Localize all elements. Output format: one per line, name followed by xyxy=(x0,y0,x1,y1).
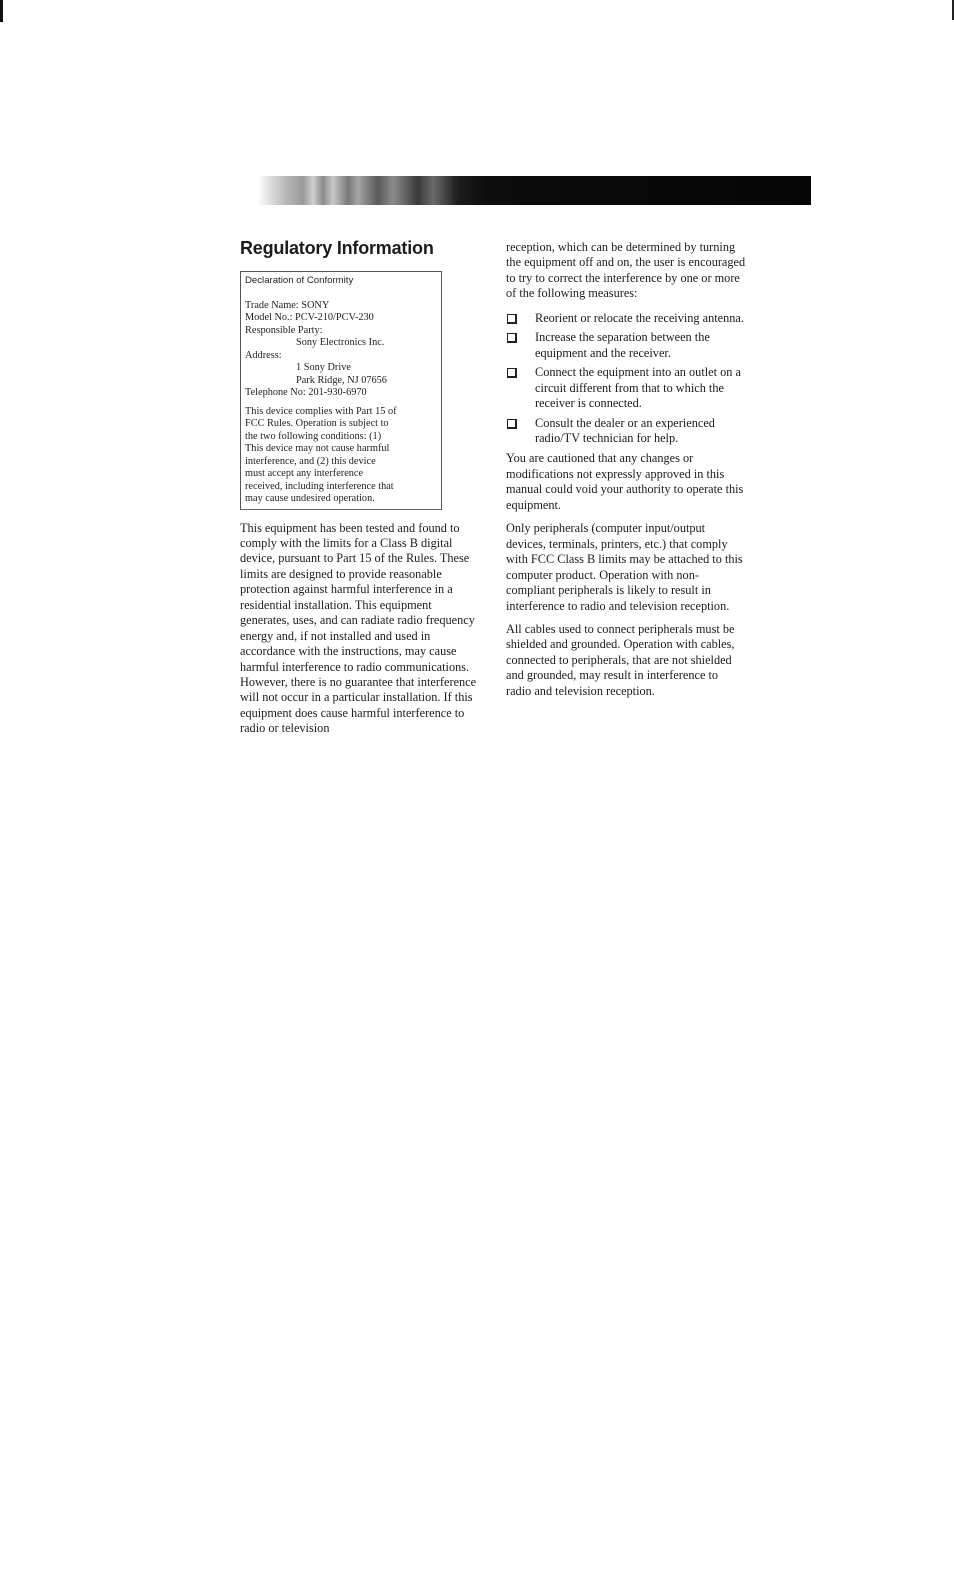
peripherals-paragraph: Only peripherals (computer input/output devices, terminals, printers, etc.) that comply with FCC Class B limits may be attached to this computer product. Operation with non-compliant peripherals is likely to result in interference to radio and television reception. xyxy=(506,521,743,613)
measure-text: Connect the equipment into an outlet on a circuit different from that to which the receiver is connected. xyxy=(535,365,741,411)
list-item xyxy=(506,330,746,361)
declaration-heading: Declaration of Conformity xyxy=(245,275,354,286)
fcc-testing-paragraph: This equipment has been tested and found to comply with the limits for a Class B digital device, pursuant to Part 15 of the Rules. These limits are designed to provide reasonable protection against harmful interference in a residential installation. This equipment generates, uses, and can radiate radio frequency energy and, if not installed and used in accordance with the instructions, may cause harmful interference to radio communications. However, there is no guarantee that interference will not occur in a particular installation. If this equipment does cause harmful interference to radio or television xyxy=(240,520,477,736)
compliance-line: This device may not cause harmful xyxy=(245,443,390,454)
address-line-2: Park Ridge, NJ 07656 xyxy=(296,374,387,386)
measure-text: Increase the separation between the equipment and the receiver. xyxy=(535,330,710,360)
corrective-measures-list xyxy=(506,311,746,447)
compliance-line: This device complies with Part 15 of xyxy=(245,405,397,417)
reception-intro-paragraph: reception, which can be determined by turning the equipment off and on, the user is encouraged to try to correct the interference by one or more of the following measures: xyxy=(506,240,746,301)
list-item xyxy=(506,365,746,411)
caution-paragraph: You are cautioned that any changes or modifications not expressly approved in this manual could void your authority to operate this equipment. xyxy=(506,451,744,512)
checkbox-bullet-icon xyxy=(507,333,517,343)
scan-edge-mark-left xyxy=(0,0,3,22)
section-header-bar xyxy=(258,176,811,205)
compliance-statement xyxy=(245,406,441,506)
responsible-party: Sony Electronics Inc. xyxy=(296,337,385,348)
address-line-1: 1 Sony Drive xyxy=(296,362,351,373)
responsible-party-label: Responsible Party: xyxy=(245,324,323,336)
measure-text: Reorient or relocate the receiving antenna. xyxy=(535,310,744,325)
measure-text: Consult the dealer or an experienced radio/TV technician for help. xyxy=(535,415,715,445)
compliance-line: FCC Rules. Operation is subject to xyxy=(245,418,389,429)
compliance-line: may cause undesired operation. xyxy=(245,493,375,504)
left-column xyxy=(240,238,480,737)
trade-name: Trade Name: SONY xyxy=(245,299,330,311)
right-column xyxy=(506,240,746,699)
compliance-line: the two following conditions: (1) xyxy=(245,430,382,442)
compliance-line: interference, and (2) this device xyxy=(245,455,376,467)
checkbox-bullet-icon xyxy=(507,419,517,429)
declaration-of-conformity-box xyxy=(240,271,442,510)
cables-paragraph: All cables used to connect peripherals must be shielded and grounded. Operation with cables, connected to peripherals, that are not shielded and grounded, may result in interference to radio and television reception. xyxy=(506,621,735,698)
address-label: Address: xyxy=(245,349,282,361)
model-number: Model No.: PCV-210/PCV-230 xyxy=(245,312,374,323)
list-item xyxy=(506,416,746,447)
checkbox-bullet-icon xyxy=(507,368,517,378)
telephone-number: Telephone No: 201-930-6970 xyxy=(245,387,367,398)
list-item xyxy=(506,311,746,326)
compliance-line: received, including interference that xyxy=(245,480,394,492)
checkbox-bullet-icon xyxy=(507,314,517,324)
compliance-line: must accept any interference xyxy=(245,468,364,479)
section-title: Regulatory Information xyxy=(240,238,434,258)
